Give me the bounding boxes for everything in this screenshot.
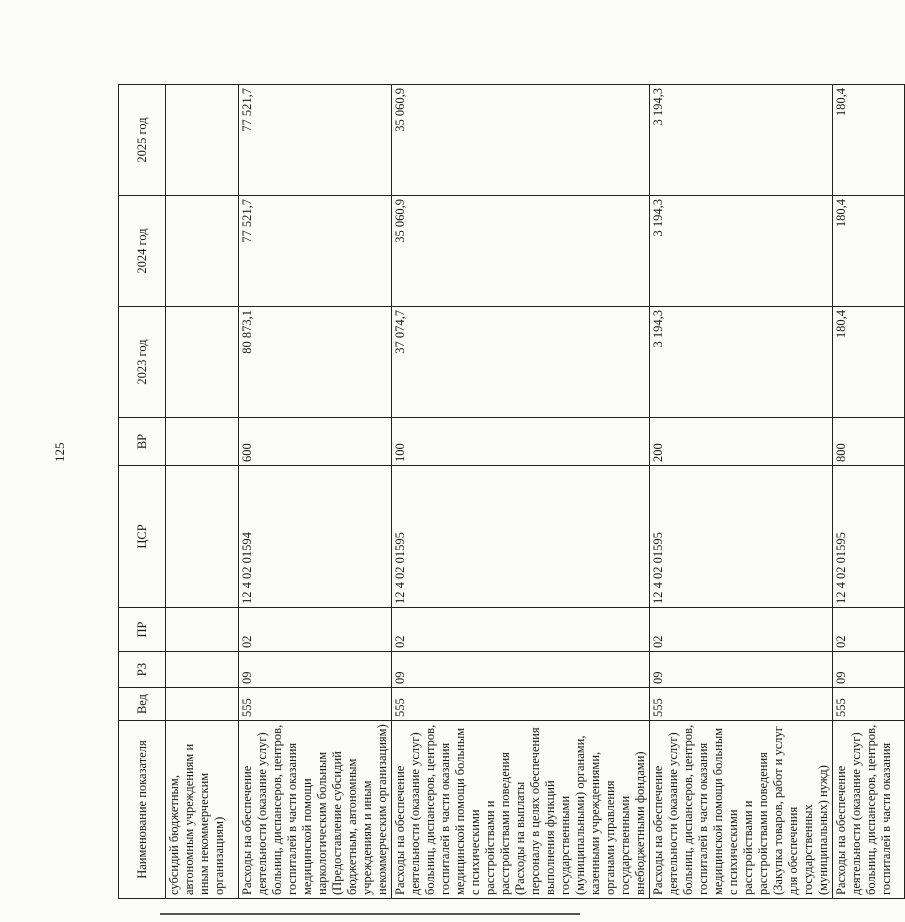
table-header-row — [119, 85, 166, 899]
cell-csr: 12 4 02 01594 — [239, 466, 392, 608]
page-number: 125 — [52, 442, 67, 462]
cell-vr: 200 — [650, 418, 833, 466]
cell-2024: 180,4 — [833, 196, 905, 307]
cell-2024: 77 521,7 — [239, 196, 392, 307]
cell-vr — [166, 418, 239, 466]
cell-2023: 37 074,7 — [392, 307, 650, 418]
cell-ved: 555 — [392, 688, 650, 721]
cell-rz — [166, 652, 239, 688]
cell-pr: 02 — [239, 608, 392, 652]
cell-2023 — [166, 307, 239, 418]
cell-name: Расходы на обеспечение деятельности (оказание услуг) больниц, диспансеров, центров, госпиталей в части оказания медицинской помощи наркологическим больным (Предоставление субсидий бюджетным, автономным учреждениям и иным некоммерческим организациям) — [239, 721, 392, 899]
cell-pr: 02 — [392, 608, 650, 652]
budget-table — [118, 84, 905, 899]
cell-csr — [166, 466, 239, 608]
cell-ved: 555 — [650, 688, 833, 721]
cell-vr: 100 — [392, 418, 650, 466]
cell-2024: 3 194,3 — [650, 196, 833, 307]
cell-rz: 09 — [833, 652, 905, 688]
rotated-table-container — [118, 85, 893, 899]
cell-2024: 35 060,9 — [392, 196, 650, 307]
cell-name: субсидий бюджетным, автономным учреждениям и иным некоммерческим организациям) — [166, 721, 239, 899]
cell-rz: 09 — [392, 652, 650, 688]
cell-name: Расходы на обеспечение деятельности (оказание услуг) больниц, диспансеров, центров, госпиталей в части оказания — [833, 721, 905, 899]
header-2023: 2023 год — [119, 307, 166, 418]
cell-ved: 555 — [239, 688, 392, 721]
cell-ved — [166, 688, 239, 721]
header-rz: РЗ — [119, 652, 166, 688]
cell-2025 — [166, 85, 239, 196]
table-row — [833, 85, 905, 899]
cell-2023: 80 873,1 — [239, 307, 392, 418]
cell-pr — [166, 608, 239, 652]
cell-rz: 09 — [239, 652, 392, 688]
header-vr: ВР — [119, 418, 166, 466]
cell-ved: 555 — [833, 688, 905, 721]
cell-csr: 12 4 02 01595 — [392, 466, 650, 608]
cell-csr: 12 4 02 01595 — [650, 466, 833, 608]
cell-2025: 77 521,7 — [239, 85, 392, 196]
header-csr: ЦСР — [119, 466, 166, 608]
table-row — [650, 85, 833, 899]
cell-pr: 02 — [650, 608, 833, 652]
scan-bottom-rule — [160, 913, 580, 915]
header-2025: 2025 год — [119, 85, 166, 196]
header-2024: 2024 год — [119, 196, 166, 307]
table-row — [392, 85, 650, 899]
table-row — [166, 85, 239, 899]
cell-2024 — [166, 196, 239, 307]
header-name: Наименование показателя — [119, 721, 166, 899]
cell-rz: 09 — [650, 652, 833, 688]
cell-2025: 180,4 — [833, 85, 905, 196]
header-ved: Вед — [119, 688, 166, 721]
cell-2023: 180,4 — [833, 307, 905, 418]
cell-2025: 35 060,9 — [392, 85, 650, 196]
header-pr: ПР — [119, 608, 166, 652]
cell-2023: 3 194,3 — [650, 307, 833, 418]
cell-csr: 12 4 02 01595 — [833, 466, 905, 608]
table-row — [239, 85, 392, 899]
cell-2025: 3 194,3 — [650, 85, 833, 196]
cell-vr: 600 — [239, 418, 392, 466]
cell-name: Расходы на обеспечение деятельности (оказание услуг) больниц, диспансеров, центров, госпиталей в части оказания медицинской помощи больным с психическими расстройствами и расстройствами поведения (Расходы на выплаты персоналу в целях обеспечения выполнения функций государственными (муниципальными) органами, казенными учреждениями, органами управления государственными внебюджетными фондами) — [392, 721, 650, 899]
cell-name: Расходы на обеспечение деятельности (оказание услуг) больниц, диспансеров, центров, госпиталей в части оказания медицинской помощи больным с психическими расстройствами и расстройствами поведения (Закупка товаров, работ и услуг для обеспечения государственных (муниципальных) нужд) — [650, 721, 833, 899]
cell-pr: 02 — [833, 608, 905, 652]
cell-vr: 800 — [833, 418, 905, 466]
